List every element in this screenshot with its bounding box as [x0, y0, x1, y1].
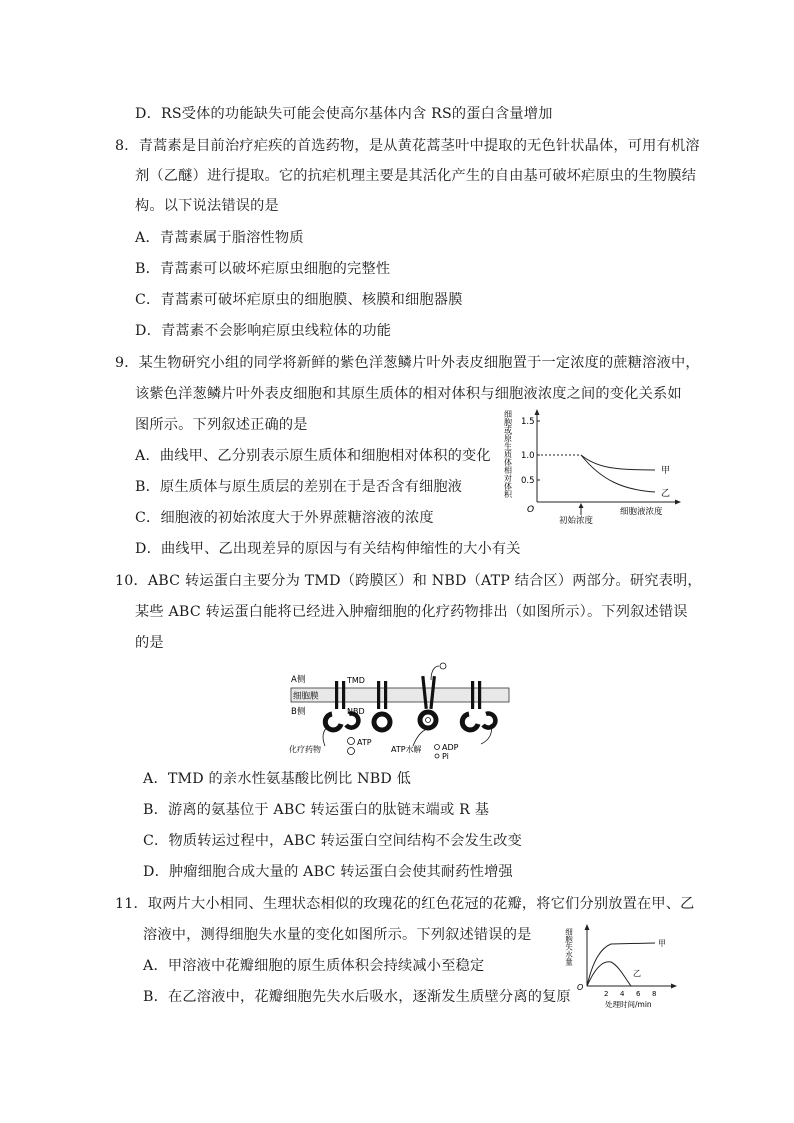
q10-stem-line-2: 某些 ABC 转运蛋白能将已经进入肿瘤细胞的化疗药物排出（如图所示）。下列叙述错误 [135, 604, 688, 620]
q8-option-a: A．青蒿素属于脂溶性物质 [135, 230, 304, 246]
drug-label: 化疗药物 [289, 745, 321, 754]
q9-chart-origin: O [527, 505, 535, 515]
q11-chart-x-arrow [671, 984, 677, 989]
q11-chart-label-yi: 乙 [633, 969, 641, 978]
q11-chart-origin: O [577, 983, 584, 992]
tmd-helix [471, 681, 474, 709]
q9-chart-initial-arrow [579, 503, 584, 508]
pi-label: Pi [442, 752, 449, 761]
q11-chart-series-jia [587, 943, 655, 986]
q10-option-c: C．物质转运过程中，ABC 转运蛋白空间结构不会发生改变 [143, 833, 523, 849]
side-b-label: B侧 [291, 707, 306, 717]
q11-chart-y-arrow [585, 924, 590, 930]
q9-chart-xlabel: 细胞液浓度 [620, 507, 663, 517]
tmd-helix [335, 681, 338, 709]
q11-chart-xtick-2: 2 [604, 990, 609, 998]
q8-option-d: D．青蒿素不会影响疟原虫线粒体的功能 [135, 323, 392, 339]
atp-molecule [348, 748, 355, 755]
nbd-domain [374, 714, 390, 730]
q9-stem-line-2: 该紫色洋葱鳞片叶外表皮细胞和其原生质体的相对体积与细胞液浓度之间的变化关系如 [135, 386, 682, 402]
q9-option-d: D．曲线甲、乙出现差异的原因与有关结构伸缩性的大小有关 [135, 541, 521, 557]
q9-chart-label-jia: 甲 [661, 466, 671, 476]
tmd-helix [377, 681, 380, 709]
q8-stem-line-3: 构。以下说法错误的是 [135, 198, 279, 214]
q7-option-d: D．RS受体的功能缺失可能会使高尔基体内含 RS的蛋白含量增加 [135, 106, 553, 122]
q10-stem-line-3: 的是 [135, 635, 164, 651]
adp-label: ADP [442, 743, 459, 752]
q9-option-a: A．曲线甲、乙分别表示原生质体和细胞相对体积的变化 [135, 448, 491, 464]
q11-stem-line-1: 11．取两片大小相同、生理状态相似的玫瑰花的红色花冠的花瓣，将它们分别放置在甲、乙 [115, 896, 695, 912]
q9-chart-ylabel: 细胞或原生质体相对体积 [503, 410, 513, 498]
q9-option-c: C．细胞液的初始浓度大于外界蔗糖溶液的浓度 [135, 510, 434, 526]
q9-chart-ytick-label-2: 1.0 [521, 451, 535, 461]
pi-molecule [435, 754, 439, 758]
q11-chart-xtick-4: 4 [620, 990, 625, 998]
drug-molecule-exported [440, 663, 446, 669]
tmd-helix [342, 681, 345, 709]
nbd-label: NBD [347, 707, 365, 716]
nbd-domain [462, 714, 478, 730]
q11-chart-xtick-6: 6 [636, 990, 641, 998]
q9-stem-line-1: 9．某生物研究小组的同学将新鲜的紫色洋葱鳞片叶外表皮细胞置于一定浓度的蔗糖溶液中， [115, 355, 700, 371]
q9-chart-x-arrow [675, 500, 681, 505]
q8-option-b: B．青蒿素可以破坏疟原虫细胞的完整性 [135, 261, 391, 277]
atp-hydrolysis-label: ATP水解 [391, 745, 422, 754]
atp-label: ATP [357, 738, 372, 747]
q9-stem-line-3: 图所示。下列叙述正确的是 [135, 417, 308, 433]
q10-option-b: B．游离的氨基位于 ABC 转运蛋白的肽链末端或 R 基 [143, 802, 490, 818]
abc-transporter-diagram [285, 656, 515, 760]
q11-stem-line-2: 溶液中，测得细胞失水量的变化如图所示。下列叙述错误的是 [143, 927, 532, 943]
q8-option-c: C．青蒿素可破坏疟原虫的细胞膜、核膜和细胞器膜 [135, 292, 463, 308]
cell-membrane [291, 688, 509, 702]
membrane-label: 细胞膜 [293, 691, 319, 702]
q9-chart-label-yi: 乙 [661, 489, 671, 499]
q11-option-b: B．在乙溶液中，花瓣细胞先失水后吸水，逐渐发生质壁分离的复原 [143, 989, 571, 1005]
q11-chart-xlabel: 处理时间/min [605, 1000, 652, 1009]
tmd-helix [384, 681, 387, 709]
q9-chart-series-yi [581, 455, 655, 492]
atp-molecule [348, 738, 355, 745]
hydrolysis-arrow [413, 730, 425, 746]
q9-option-b: B．原生质体与原生质层的差别在于是否含有细胞液 [135, 479, 463, 495]
nbd-domain [483, 714, 495, 728]
q9-volume-chart [505, 406, 685, 530]
adp-molecule [435, 745, 440, 750]
q11-option-a: A．甲溶液中花瓣细胞的原生质体积会持续减小至稳定 [143, 958, 485, 974]
q9-chart-initial-label: 初始浓度 [559, 516, 594, 526]
q9-chart-y-arrow [535, 409, 540, 415]
q11-chart-ylabel: 细胞失水量 [564, 928, 574, 966]
drug-molecule [426, 718, 431, 723]
q11-chart-xtick-8: 8 [652, 990, 657, 998]
tmd-helix [478, 681, 481, 709]
q8-stem-line-2: 剂（乙醚）进行提取。它的抗疟机理主要是其活化产生的自由基可破坏疟原虫的生物膜结 [135, 168, 697, 184]
q9-chart-ytick-label-1: 1.5 [521, 417, 535, 427]
q9-chart-ytick-label-3: 0.5 [521, 476, 535, 486]
q8-stem-line-1: 8．青蒿素是目前治疗疟疾的首选药物，是从黄花蒿茎叶中提取的无色针状晶体，可用有机溶 [115, 138, 700, 154]
q10-option-d: D．肿瘤细胞合成大量的 ABC 转运蛋白会使其耐药性增强 [143, 864, 513, 880]
q11-chart-label-jia: 甲 [658, 939, 666, 948]
tmd-label: TMD [347, 676, 365, 685]
q10-stem-line-1: 10．ABC 转运蛋白主要分为 TMD（跨膜区）和 NBD（ATP 结合区）两部分。研究表明， [115, 573, 702, 589]
side-a-label: A侧 [291, 675, 306, 685]
q10-option-a: A．TMD 的亲水性氨基酸比例比 NBD 低 [143, 771, 412, 787]
q11-water-loss-chart [565, 920, 685, 1010]
